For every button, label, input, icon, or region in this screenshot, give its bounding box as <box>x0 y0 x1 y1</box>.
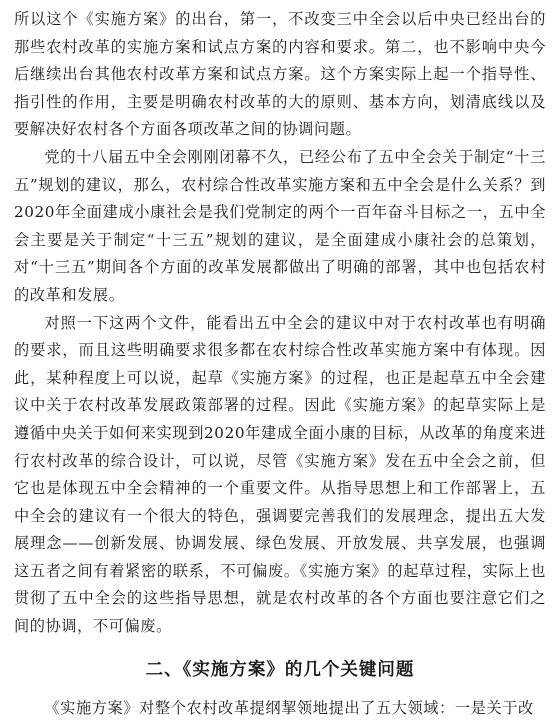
body-paragraph: 所以这个《实施方案》的出台，第一，不改变三中全会以后中央已经出台的那些农村改革的实施方案和试点方案的内容和要求。第二，也不影响中央今后继续出台其他农村改革方案和试点方案。这个方案实际上起一个指导性、指引性的作用，主要是明确农村改革的大的原则、基本方向，划清底线以及要解决好农村各个方面各项改革之间的协调问题。 <box>14 10 546 139</box>
body-paragraph: 《实施方案》对整个农村改革提纲挈领地提出了五大领域：一是关于改 <box>44 698 534 717</box>
body-paragraph: 对照一下这两个文件，能看出五中全会的建议中对于农村改革也有明确的要求，而且这些明确要求很多都在农村综合性改革实施方案中有体现。因此，某种程度上可以说，起草《实施方案》的过程，也正是起草五中全会建议中关于农村改革发展政策部署的过程。因此《实施方案》的起草实际上是遵循中央关于如何来实现到2020年建成全面小康的目标，从改革的角度来进行农村改革的综合设计，可以说，尽管《实施方案》发在五中全会之前，但它也是体现五中全会精神的一个重要文件。从指导思想上和工作部署上，五中全会的建议有一个很大的特色，强调要完善我们的发展理念，提出五大发展理念——创新发展、协调发展、绿色发展、开放发展、共享发展，也强调这五者之间有着紧密的联系，不可偏废。《实施方案》的起草过程，实际上也贯彻了五中全会的这些指导思想，就是农村改革的各个方面也要注意它们之间的协调，不可偏废。 <box>14 313 546 636</box>
section-heading: 二、《实施方案》的几个关键问题 <box>145 659 415 680</box>
body-paragraph: 党的十八届五中全会刚刚闭幕不久，已经公布了五中全会关于制定“十三五”规划的建议，那么，农村综合性改革实施方案和五中全会是什么关系？到2020年全面建成小康社会是我们党制定的两个一百年奋斗目标之一，五中全会主要是关于制定“十三五”规划的建议，是全面建成小康社会的总策划，对“十三五”期间各个方面的改革发展都做出了明确的部署，其中也包括农村的改革和发展。 <box>14 147 546 304</box>
document-page <box>14 6 546 722</box>
